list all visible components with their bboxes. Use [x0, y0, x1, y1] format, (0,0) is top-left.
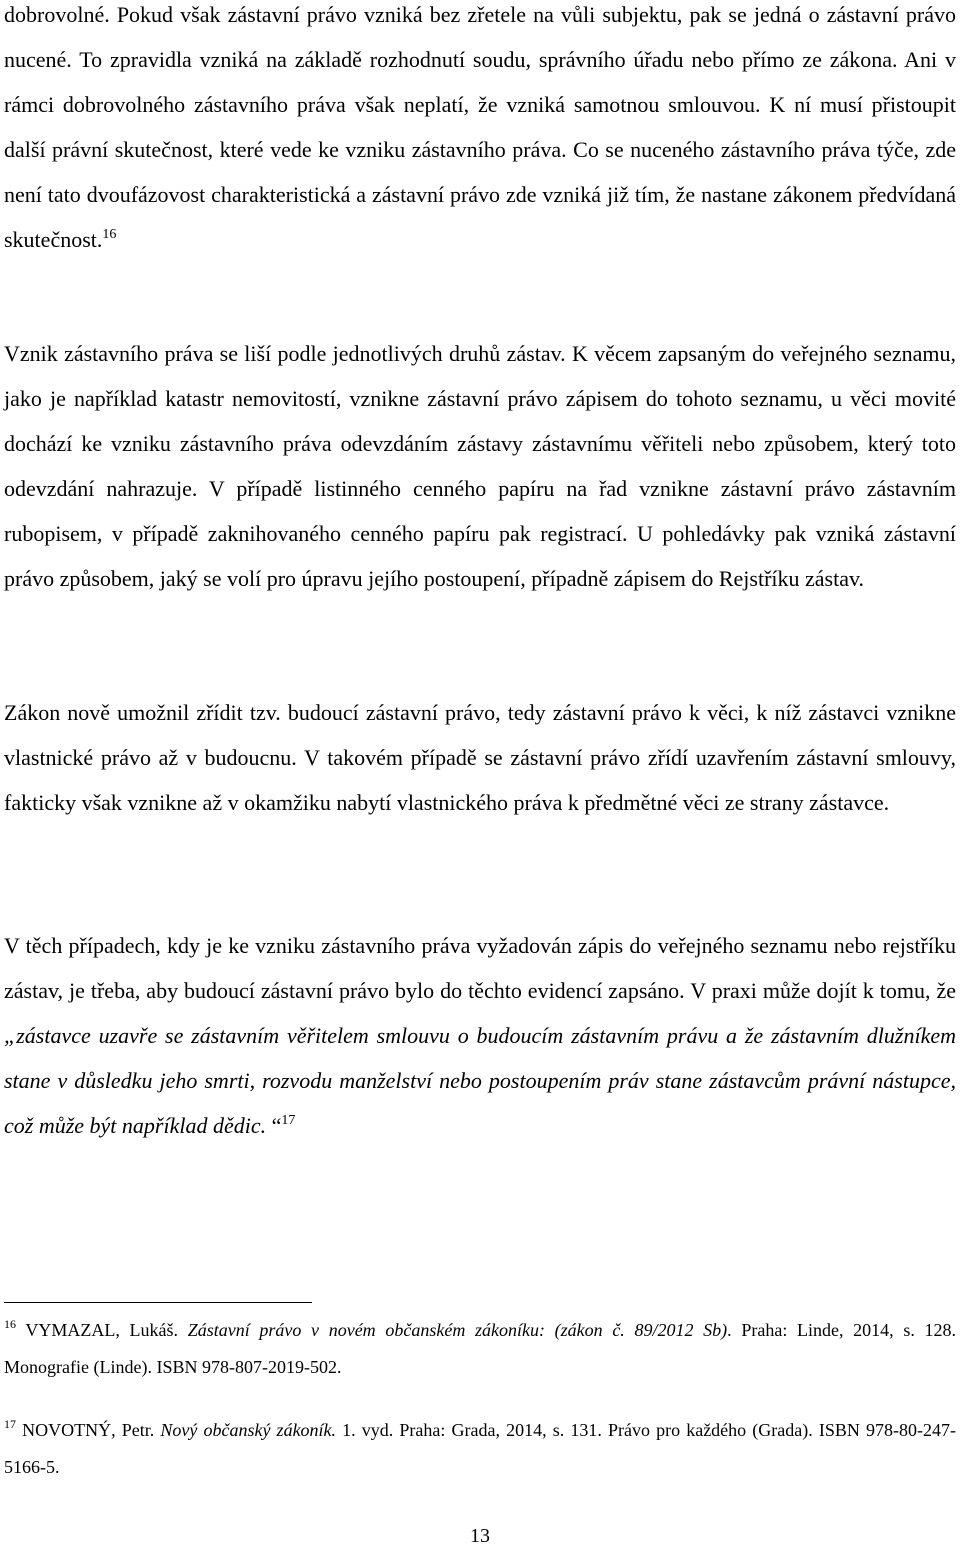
footnote-author: NOVOTNÝ, Petr. — [16, 1420, 161, 1440]
footnote-title: Zástavní právo v novém občanském zákoníku: (zákon č. 89/2012 Sb) — [187, 1320, 728, 1340]
body-paragraph-4 — [4, 923, 956, 1148]
paragraph-text: V těch případech, kdy je ke vzniku zástavního práva vyžadován zápis do veřejného seznamu nebo rejstříku zástav, je třeba, aby budoucí zástavní právo bylo do těchto evidencí zapsáno. V praxi může dojít k tomu, že — [4, 933, 956, 1003]
footnote-title: Nový občanský zákoník. — [160, 1420, 337, 1440]
footnote-17 — [4, 1412, 956, 1486]
footnote-number: 17 — [4, 1417, 16, 1431]
footnote-separator — [4, 1302, 312, 1303]
quotation-close: “ — [266, 1113, 282, 1138]
body-paragraph-2 — [4, 331, 956, 601]
footnote-author: VYMAZAL, Lukáš. — [16, 1320, 188, 1340]
body-paragraph-1 — [4, 0, 956, 262]
paragraph-text: Zákon nově umožnil zřídit tzv. budoucí zástavní právo, tedy zástavní právo k věci, k níž zástavci vznikne vlastnické právo až v budoucnu. V takovém případě se zástavní právo zřídí uzavřením zástavní smlouvy, fakticky však vznikne až v okamžiku nabytí vlastnického práva k předmětné věci ze strany zástavce. — [4, 700, 956, 815]
quotation-italic: „zástavce uzavře se zástavním věřitelem smlouvu o budoucím zástavním právu a že zástavním dlužníkem stane v důsledku jeho smrti, rozvodu manželství nebo postoupením práv stane zástavcům právní nástupce, což může být například dědic. — [4, 1023, 956, 1138]
paragraph-text: Vznik zástavního práva se liší podle jednotlivých druhů zástav. K věcem zapsaným do veřejného seznamu, jako je například katastr nemovitostí, vznikne zástavní právo zápisem do tohoto seznamu, u věci movité dochází ke vzniku zástavního práva odevzdáním zástavy zástavnímu věřiteli nebo způsobem, který toto odevzdání nahrazuje. V případě listinného cenného papíru na řad vznikne zástavní právo zástavním rubopisem, v případě zaknihovaného cenného papíru pak registrací. U pohledávky pak vzniká zástavní právo způsobem, jaký se volí pro úpravu jejího postoupení, případně zápisem do Rejstříku zástav. — [4, 341, 956, 591]
footnote-reference-16[interactable]: 16 — [102, 227, 117, 242]
page-number: 13 — [470, 1525, 490, 1547]
footnote-reference-17[interactable]: 17 — [281, 1113, 296, 1128]
footnote-details: . Praha: Linde, 2014, s. 128. Monografie (Linde). ISBN 978-807-2019-502. — [4, 1320, 957, 1377]
footnote-number: 16 — [4, 1317, 16, 1331]
body-paragraph-3 — [4, 690, 956, 825]
footnote-16 — [4, 1312, 956, 1386]
footnote-details: 1. vyd. Praha: Grada, 2014, s. 131. Právo pro každého (Grada). ISBN 978-80-247-5166-5. — [4, 1420, 956, 1477]
paragraph-text: dobrovolné. Pokud však zástavní právo vzniká bez zřetele na vůli subjektu, pak se jedná o zástavní právo nucené. To zpravidla vzniká na základě rozhodnutí soudu, správního úřadu nebo přímo ze zákona. Ani v rámci dobrovolného zástavního práva však neplatí, že vzniká samotnou smlouvou. K ní musí přistoupit další právní skutečnost, které vede ke vzniku zástavního práva. Co se nuceného zástavního práva týče, zde není tato dvoufázovost charakteristická a zástavní právo zde vzniká již tím, že nastane zákonem předvídaná skutečnost. — [4, 2, 956, 252]
